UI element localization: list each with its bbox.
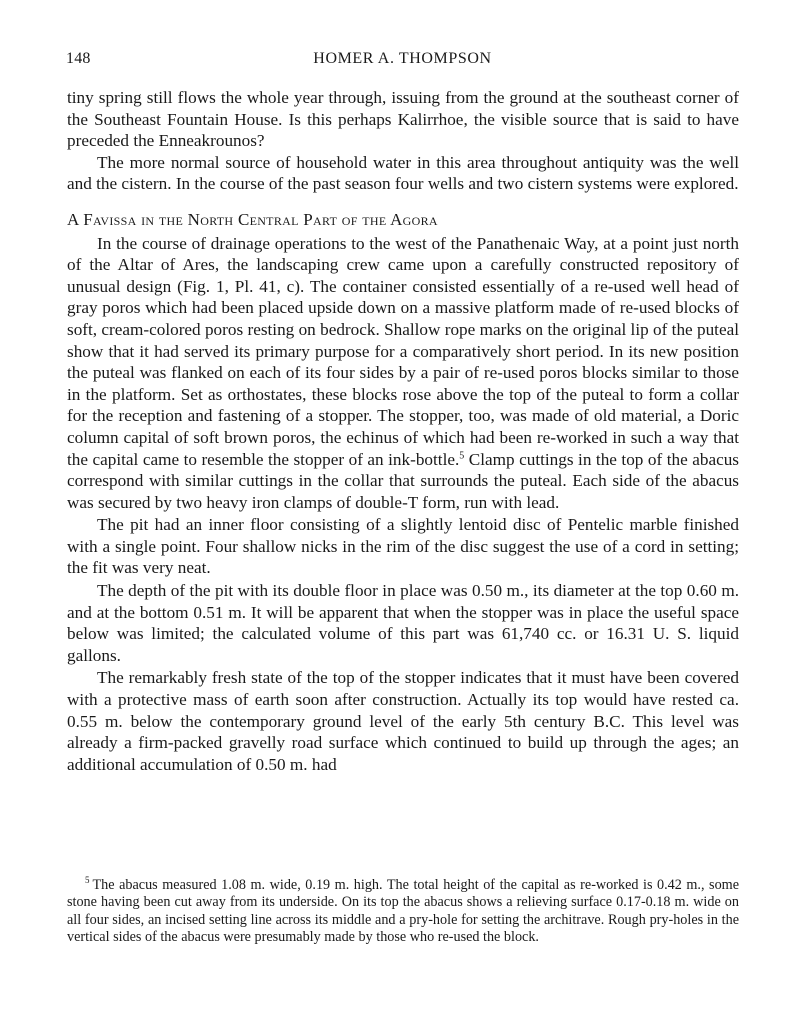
paragraph-text-continued: Clamp cuttings in the top of the abacus correspond with similar cuttings in the collar that surrounds the puteal. Each side of the abacus was secured by two heavy iron clamps of double-T form, run with lead. bbox=[67, 449, 739, 512]
footnote-text: The abacus measured 1.08 m. wide, 0.19 m. high. The total height of the capital as re-worked is 0.42 m., some stone having been cut away from its underside. On its top the abacus shows a relieving surface 0.17-0.18 m. wide on all four sides, an incised setting line across its middle and a pry-hole for setting the architrave. Rough pry-holes in the vertical sides of the abacus were presumably made by those who re-used the block. bbox=[67, 877, 739, 946]
paragraph-favissa-description bbox=[67, 233, 739, 514]
paragraph-inner-floor: The pit had an inner floor consisting of a slightly lentoid disc of Pentelic marble finished with a single point. Four shallow nicks in the rim of the disc suggest the use of a cord in setting; the fit was very neat. bbox=[67, 515, 739, 578]
footnote bbox=[67, 877, 739, 947]
footnote-paragraph bbox=[67, 877, 739, 947]
paragraph-text: In the course of drainage operations to the west of the Panathenaic Way, at a point just north of the Altar of Ares, the landscaping crew came upon a carefully constructed repository of unusual design (Fig. 1, Pl. 41, c). The container consisted essentially of a re-used well head of gray poros which had been placed upside down on a massive platform made of re-used blocks of soft, cream-colored poros resting on bedrock. Shallow rope marks on the original lip of the puteal show that it had served its primary purpose for a comparatively short period. In its new position the puteal was flanked on each of its four sides by a pair of re-used poros blocks similar to those in the platform. Set as orthostates, these blocks rose above the top of the puteal to form a collar for the reception and fastening of a stopper. The stopper, too, was made of old material, a Doric column capital of soft brown poros, the echinus of which had been re-worked in such a way that the capital came to resemble the stopper of an ink-bottle. bbox=[67, 233, 739, 469]
footnote-reference: 5 bbox=[459, 449, 465, 461]
paragraph-wells-cisterns: The more normal source of household water in this area throughout antiquity was the well and the cistern. In the course of the past season four wells and two cistern systems were explored. bbox=[67, 152, 739, 194]
paragraph-continued: tiny spring still flows the whole year through, issuing from the ground at the southeast corner of the Southeast Fountain House. Is this perhaps Kalirrhoe, the visible source that is said to have preceded the Enneakrounos? bbox=[67, 88, 739, 151]
footnote-mark: 5 bbox=[85, 875, 90, 886]
page-number: 148 bbox=[66, 50, 91, 67]
section-heading: A Favissa in the North Central Part of the Agora bbox=[67, 209, 438, 229]
paragraph-stopper-state: The remarkably fresh state of the top of the stopper indicates that it must have been covered with a protective mass of earth soon after construction. Actually its top would have rested ca. 0.55 m. below the contemporary ground level of the early 5th century B.C. This level was already a firm-packed gravelly road surface which continued to build up through the ages; an additional accumulation of 0.50 m. had bbox=[67, 668, 739, 774]
running-head-author: HOMER A. THOMPSON bbox=[313, 50, 492, 67]
body-text bbox=[67, 87, 739, 775]
paragraph-pit-dimensions: The depth of the pit with its double floor in place was 0.50 m., its diameter at the top 0.60 m. and at the bottom 0.51 m. It will be apparent that when the stopper was in place the useful space below was limited; the calculated volume of this part was 61,740 cc. or 16.31 U. S. liquid gallons. bbox=[67, 581, 739, 665]
running-head bbox=[66, 50, 739, 72]
